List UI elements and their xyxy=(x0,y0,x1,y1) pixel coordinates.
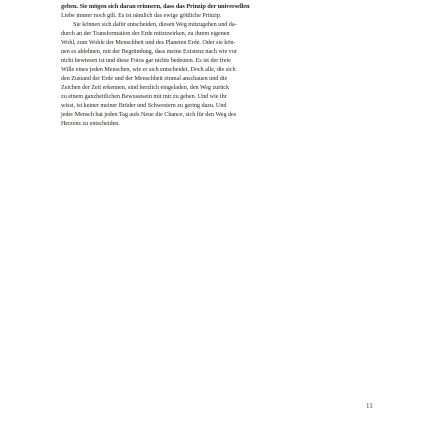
text-line: nen es ablehnen, mit der Begründung, dass meine Existenz nach wie vor xyxy=(61,48,237,55)
text-line: Herzens zu entscheiden. xyxy=(61,120,120,127)
text-line: zu einem ganzheitlichen Bewusstsein mit mir zu gehen. Und wie ihr xyxy=(61,93,227,100)
text-line: Sie können sich dafür entscheiden, diesen Weg mitzugehen und da- xyxy=(73,21,237,28)
text-line: jeder Mensch hat jeden Tag aufs Neue die Chance, sich für den Weg des xyxy=(61,111,237,118)
text-line: durch an der Transformation der Erde mitzuwirken, zu ihrem eigenen xyxy=(61,30,230,37)
body-text xyxy=(61,2,373,128)
page-number: 11 xyxy=(366,402,373,410)
text-line: Wille eines jeden Menschen, wie er sich entscheidet. Doch alle, die sich xyxy=(61,66,236,73)
text-line: Liebe immer noch gilt. Es ist nämlich das ewige göttliche Prinzip. xyxy=(61,12,222,19)
text-line: wisst, ist keiner meiner Brüder und Schwestern zu gering dazu. Und xyxy=(61,102,227,109)
text-line: den Zustand der Erde und der Menschheit einmal anschauen und die xyxy=(61,75,228,82)
text-line: Zeichen der Zeit erkennen, sind herzlich eingeladen, den Weg zurück xyxy=(61,84,230,91)
text-line: Wohl, zum Wohle der Menschheit und des Planeten Erde. Oder sie kön- xyxy=(61,39,236,46)
text-line: nicht bewiesen ist und diese Fotos gar nichts bedeuten. Es ist der freie xyxy=(61,57,231,64)
text-line: geben. Sie mögen sich daran erinnern, dass das Prinzip der universellen xyxy=(61,3,250,10)
